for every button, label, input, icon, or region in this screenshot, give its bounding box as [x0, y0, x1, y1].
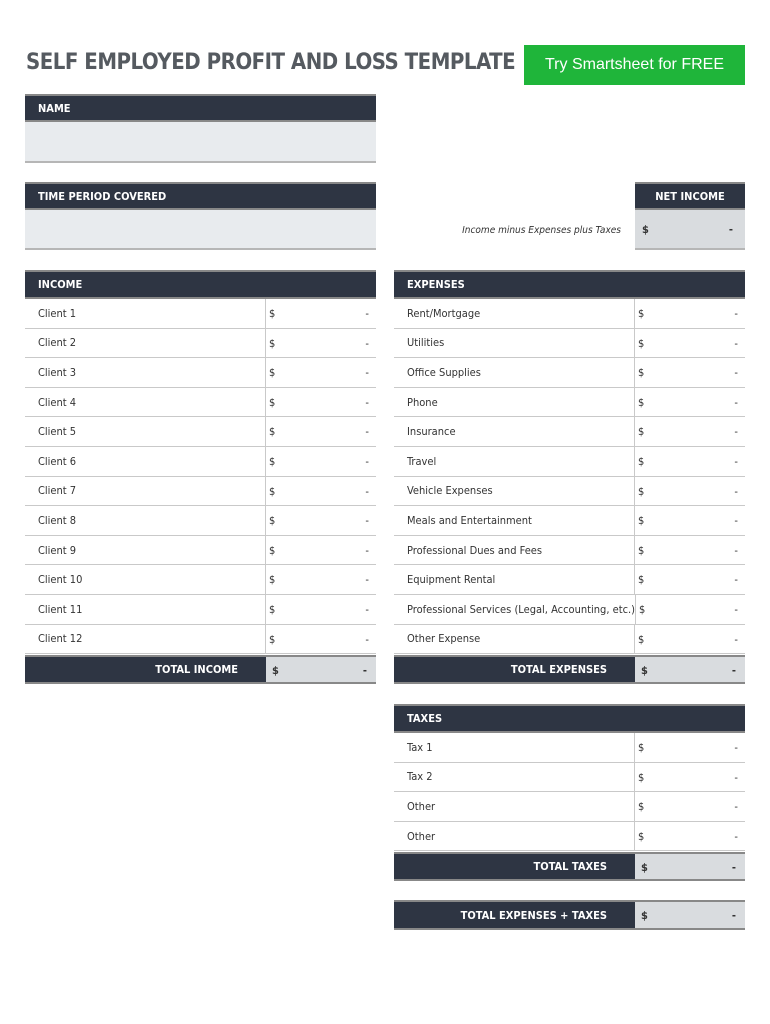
- row-label: Equipment Rental: [407, 573, 496, 587]
- row-amount-cell[interactable]: [634, 625, 745, 654]
- currency-symbol: $: [269, 484, 276, 498]
- table-row: [25, 299, 376, 329]
- row-label: Client 8: [38, 513, 77, 527]
- amount: -: [365, 543, 369, 557]
- row-label: Client 9: [38, 543, 77, 557]
- amount: -: [734, 602, 738, 616]
- table-row: [394, 625, 745, 655]
- row-label: Client 5: [38, 425, 77, 439]
- table-row: [394, 763, 745, 793]
- amount: -: [731, 861, 736, 874]
- row-amount-cell[interactable]: [634, 822, 745, 851]
- table-row: [25, 417, 376, 447]
- row-amount-cell[interactable]: [265, 477, 376, 506]
- row-amount-cell[interactable]: [265, 625, 376, 654]
- row-label: Meals and Entertainment: [407, 513, 532, 527]
- table-row: [394, 388, 745, 418]
- table-row: [25, 447, 376, 477]
- currency-symbol: $: [269, 425, 276, 439]
- currency-symbol: $: [638, 573, 645, 587]
- table-row: [394, 595, 745, 625]
- row-amount-cell[interactable]: [634, 329, 745, 358]
- row-amount-cell[interactable]: [265, 595, 376, 624]
- total-expenses-label: TOTAL EXPENSES: [394, 657, 635, 682]
- total-expenses-taxes-label: TOTAL EXPENSES + TAXES: [394, 902, 635, 928]
- row-amount-cell[interactable]: [265, 506, 376, 535]
- currency-symbol: $: [272, 664, 279, 677]
- currency-symbol: $: [269, 395, 276, 409]
- row-amount-cell[interactable]: [634, 358, 745, 387]
- amount: -: [734, 829, 738, 843]
- total-expenses-amount: [635, 657, 745, 682]
- currency-symbol: $: [269, 514, 276, 528]
- currency-symbol: $: [642, 223, 649, 236]
- amount: -: [365, 632, 369, 646]
- table-row: [25, 536, 376, 566]
- row-label: Other: [407, 799, 436, 813]
- table-row: [25, 506, 376, 536]
- row-amount-cell[interactable]: [265, 329, 376, 358]
- amount: -: [365, 395, 369, 409]
- table-row: [394, 358, 745, 388]
- table-row: [25, 565, 376, 595]
- currency-symbol: $: [638, 741, 645, 754]
- amount: -: [734, 366, 738, 380]
- total-taxes-row: [394, 852, 745, 881]
- table-row: [394, 329, 745, 359]
- currency-symbol: $: [638, 514, 645, 528]
- currency-symbol: $: [638, 800, 645, 814]
- row-label: Client 7: [38, 484, 77, 498]
- amount: -: [365, 573, 369, 587]
- row-label: Tax 1: [407, 740, 433, 754]
- currency-symbol: $: [641, 664, 648, 677]
- currency-symbol: $: [638, 543, 645, 557]
- currency-symbol: $: [638, 454, 645, 468]
- table-row: [25, 595, 376, 625]
- row-amount-cell[interactable]: [265, 388, 376, 417]
- net-income-header: NET INCOME: [635, 182, 745, 210]
- net-income-value: [635, 210, 745, 250]
- total-income-label: TOTAL INCOME: [25, 657, 266, 682]
- row-amount-cell[interactable]: [634, 447, 745, 476]
- row-amount-cell[interactable]: [634, 506, 745, 535]
- currency-symbol: $: [638, 770, 645, 784]
- table-row: [25, 358, 376, 388]
- row-amount-cell[interactable]: [265, 447, 376, 476]
- amount: -: [365, 425, 369, 439]
- amount: -: [734, 543, 738, 557]
- table-row: [394, 792, 745, 822]
- time-period-input[interactable]: [25, 210, 376, 250]
- total-expenses-row: [394, 655, 745, 684]
- amount: -: [734, 741, 738, 754]
- currency-symbol: $: [638, 336, 645, 350]
- row-amount-cell[interactable]: [634, 299, 745, 328]
- amount: -: [365, 307, 369, 320]
- row-label: Travel: [407, 454, 437, 468]
- total-taxes-label: TOTAL TAXES: [394, 854, 635, 879]
- taxes-header: TAXES: [394, 704, 745, 733]
- currency-symbol: $: [641, 861, 648, 874]
- amount: -: [365, 454, 369, 468]
- row-label: Professional Services (Legal, Accounting, etc.): [407, 602, 636, 616]
- amount: -: [731, 664, 736, 677]
- expenses-table: [394, 299, 745, 654]
- row-amount-cell[interactable]: [265, 417, 376, 446]
- table-row: [25, 625, 376, 655]
- currency-symbol: $: [639, 602, 646, 616]
- amount: -: [734, 800, 738, 814]
- row-amount-cell[interactable]: [634, 792, 745, 821]
- amount: -: [734, 425, 738, 439]
- amount: -: [728, 223, 733, 236]
- try-smartsheet-button[interactable]: Try Smartsheet for FREE: [524, 45, 745, 85]
- table-row: [394, 477, 745, 507]
- amount: -: [734, 514, 738, 528]
- amount: -: [365, 484, 369, 498]
- income-table: [25, 299, 376, 654]
- amount: -: [734, 484, 738, 498]
- currency-symbol: $: [641, 909, 648, 922]
- amount: -: [734, 632, 738, 646]
- row-label: Utilities: [407, 336, 445, 350]
- total-expenses-taxes-amount: [635, 902, 745, 928]
- amount: -: [734, 573, 738, 587]
- row-amount-cell[interactable]: [265, 358, 376, 387]
- row-amount-cell[interactable]: [634, 565, 745, 594]
- row-label: Client 4: [38, 395, 77, 409]
- total-income-row: [25, 655, 376, 684]
- income-header: INCOME: [25, 270, 376, 299]
- amount: -: [365, 336, 369, 350]
- amount: -: [731, 909, 736, 922]
- amount: -: [734, 307, 738, 320]
- row-label: Vehicle Expenses: [407, 484, 493, 498]
- table-row: [394, 447, 745, 477]
- currency-symbol: $: [638, 484, 645, 498]
- table-row: [25, 329, 376, 359]
- currency-symbol: $: [269, 454, 276, 468]
- row-amount-cell[interactable]: [265, 565, 376, 594]
- row-label: Phone: [407, 395, 438, 409]
- currency-symbol: $: [269, 336, 276, 350]
- currency-symbol: $: [638, 307, 645, 320]
- table-row: [394, 822, 745, 852]
- currency-symbol: $: [269, 543, 276, 557]
- table-row: [394, 565, 745, 595]
- row-label: Client 3: [38, 365, 77, 379]
- row-amount-cell[interactable]: [634, 417, 745, 446]
- currency-symbol: $: [269, 573, 276, 587]
- row-amount-cell[interactable]: [634, 536, 745, 565]
- time-period-header: TIME PERIOD COVERED: [25, 182, 376, 210]
- page-title: SELF EMPLOYED PROFIT AND LOSS TEMPLATE: [26, 50, 516, 75]
- table-row: [394, 733, 745, 763]
- amount: -: [362, 664, 367, 677]
- row-label: Other: [407, 829, 436, 843]
- row-label: Client 1: [38, 306, 77, 320]
- row-label: Client 12: [38, 632, 83, 646]
- amount: -: [734, 336, 738, 350]
- net-income-note: Income minus Expenses plus Taxes: [462, 225, 621, 236]
- amount: -: [734, 395, 738, 409]
- row-amount-cell[interactable]: [634, 733, 745, 762]
- currency-symbol: $: [638, 395, 645, 409]
- row-amount-cell[interactable]: [634, 477, 745, 506]
- amount: -: [365, 366, 369, 380]
- amount: -: [365, 514, 369, 528]
- amount: -: [734, 770, 738, 784]
- name-input[interactable]: [25, 122, 376, 163]
- table-row: [394, 536, 745, 566]
- taxes-table: [394, 733, 745, 851]
- currency-symbol: $: [638, 632, 645, 646]
- row-label: Rent/Mortgage: [407, 306, 481, 320]
- row-amount-cell[interactable]: [634, 763, 745, 792]
- table-row: [25, 477, 376, 507]
- row-amount-cell[interactable]: [265, 299, 376, 328]
- row-label: Client 10: [38, 573, 83, 587]
- amount: -: [734, 454, 738, 468]
- row-label: Other Expense: [407, 632, 481, 646]
- table-row: [25, 388, 376, 418]
- table-row: [394, 506, 745, 536]
- currency-symbol: $: [269, 366, 276, 380]
- total-taxes-amount: [635, 854, 745, 879]
- currency-symbol: $: [638, 366, 645, 380]
- row-label: Office Supplies: [407, 365, 481, 379]
- total-income-amount: [266, 657, 376, 682]
- table-row: [394, 417, 745, 447]
- row-label: Client 6: [38, 454, 77, 468]
- amount: -: [365, 602, 369, 616]
- currency-symbol: $: [638, 425, 645, 439]
- expenses-header: EXPENSES: [394, 270, 745, 299]
- row-label: Client 11: [38, 602, 83, 616]
- name-header: NAME: [25, 94, 376, 122]
- currency-symbol: $: [638, 829, 645, 843]
- row-label: Tax 2: [407, 770, 433, 784]
- row-amount-cell[interactable]: [635, 595, 745, 624]
- currency-symbol: $: [269, 602, 276, 616]
- row-label: Professional Dues and Fees: [407, 543, 543, 557]
- table-row: [394, 299, 745, 329]
- row-label: Insurance: [407, 425, 456, 439]
- row-label: Client 2: [38, 336, 77, 350]
- total-expenses-taxes-row: [394, 900, 745, 930]
- currency-symbol: $: [269, 307, 276, 320]
- currency-symbol: $: [269, 632, 276, 646]
- row-amount-cell[interactable]: [634, 388, 745, 417]
- row-amount-cell[interactable]: [265, 536, 376, 565]
